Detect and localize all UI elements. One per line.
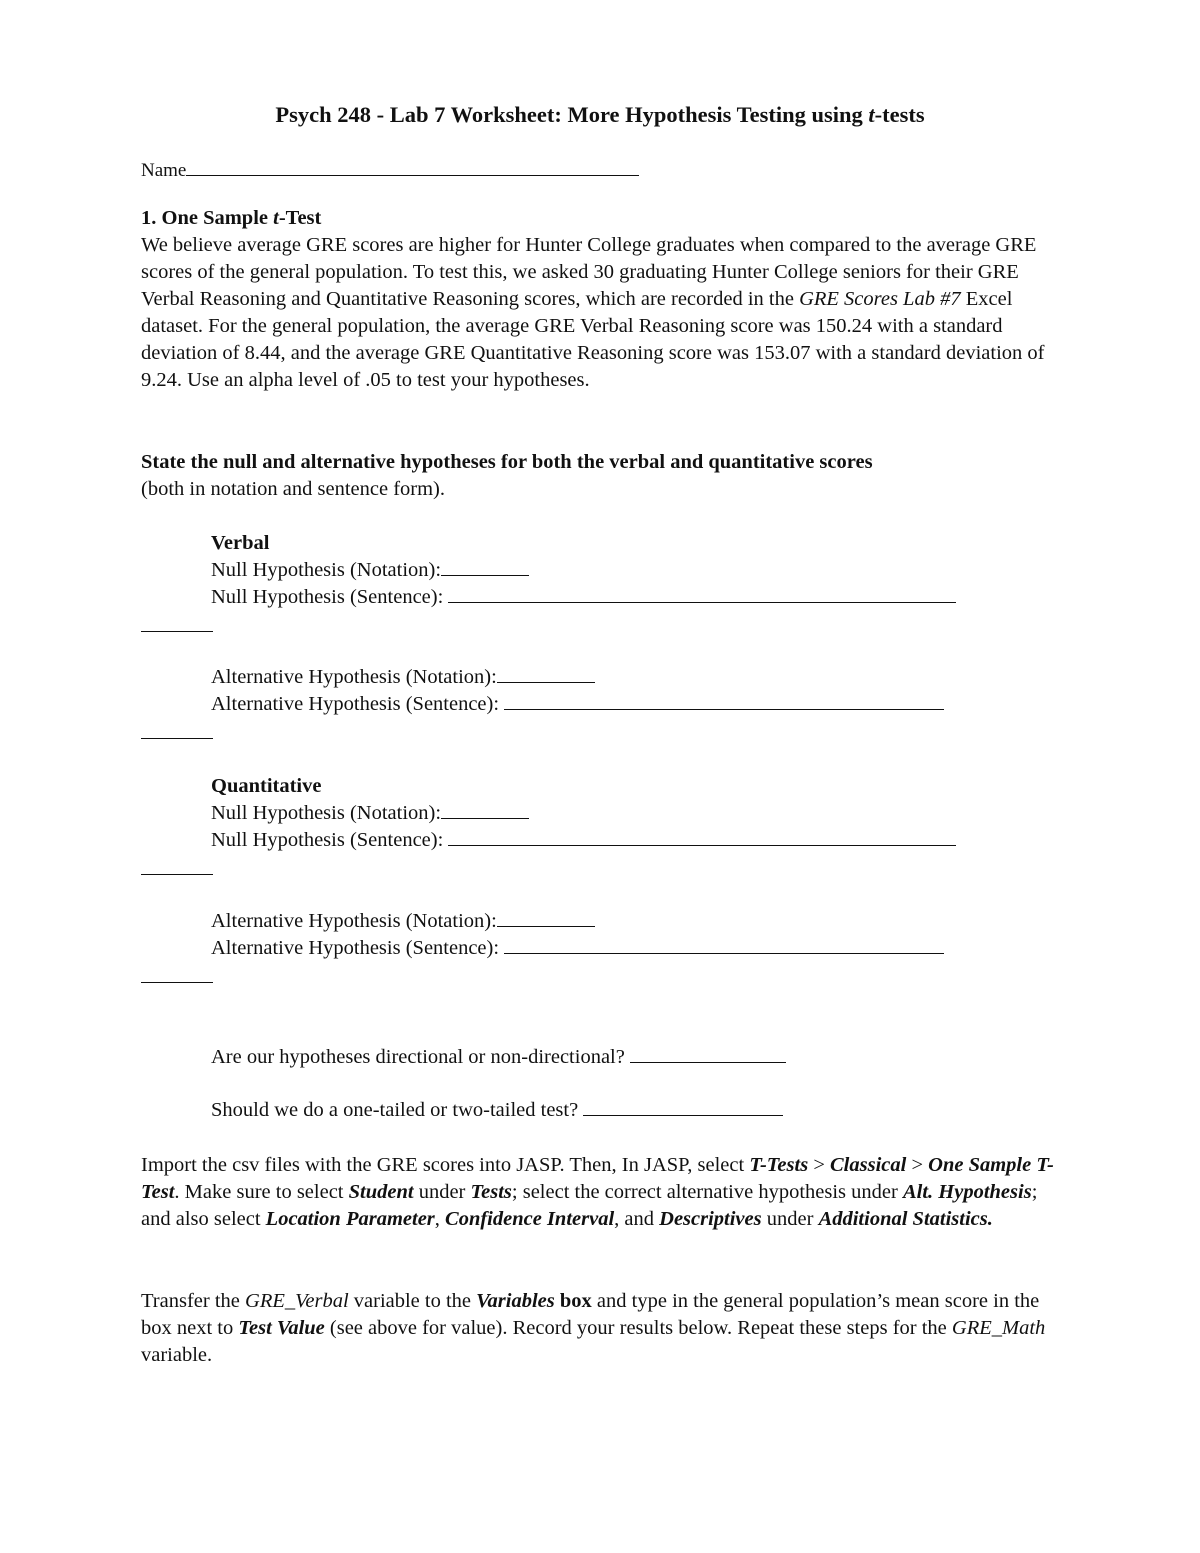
quant-alt-sentence-continuation[interactable] (141, 964, 213, 983)
quant-null-sentence: Null Hypothesis (Sentence): (211, 827, 956, 854)
quant-alt-notation-blank[interactable] (497, 908, 595, 927)
quantitative-heading: Quantitative (211, 775, 322, 797)
verbal-alt-sentence-blank[interactable] (504, 691, 944, 710)
verbal-null-sentence-continuation[interactable] (141, 613, 213, 632)
page-title: Psych 248 - Lab 7 Worksheet: More Hypothesis Testing using t-tests (275, 102, 925, 127)
quant-alt-notation: Alternative Hypothesis (Notation): (211, 908, 595, 935)
verbal-null-sentence-blank[interactable] (448, 584, 956, 603)
quant-null-sentence-continuation[interactable] (141, 856, 213, 875)
directional-answer-blank[interactable] (630, 1044, 786, 1063)
verbal-alt-notation-blank[interactable] (497, 664, 595, 683)
verbal-null-notation: Null Hypothesis (Notation): (211, 557, 529, 584)
quant-null-notation: Null Hypothesis (Notation): (211, 800, 529, 827)
verbal-alt-sentence-continuation[interactable] (141, 720, 213, 739)
quant-null-sentence-blank[interactable] (448, 827, 956, 846)
transfer-instructions: Transfer the GRE_Verbal variable to the Variables box and type in the general population’s mean score in the box next to Test Value (see above for value). Record your results below. Repeat these steps for the GRE_Math variable. (141, 1290, 1046, 1366)
question-tailed: Should we do a one-tailed or two-tailed test? (211, 1097, 783, 1124)
import-instructions: Import the csv files with the GRE scores into JASP. Then, In JASP, select T-Tests > Classical > One Sample T-Test. Make sure to select Student under Tests; select the correct alternative hypothesis under Alt. Hypothesis; and also select Location Parameter, Confidence Interval, and Descriptives under Additional Statistics. (141, 1154, 1054, 1230)
verbal-heading: Verbal (211, 532, 270, 554)
verbal-null-notation-blank[interactable] (441, 557, 529, 576)
tailed-answer-blank[interactable] (583, 1097, 783, 1116)
state-instruction: State the null and alternative hypotheses for both the verbal and quantitative scores (both in notation and sentence form). (141, 451, 873, 500)
name-field[interactable]: Name (141, 157, 639, 184)
quant-alt-sentence: Alternative Hypothesis (Sentence): (211, 935, 944, 962)
verbal-null-sentence: Null Hypothesis (Sentence): (211, 584, 956, 611)
quant-null-notation-blank[interactable] (441, 800, 529, 819)
question-directional: Are our hypotheses directional or non-directional? (211, 1044, 786, 1071)
section-heading: 1. One Sample t-Test (141, 207, 322, 229)
quant-alt-sentence-blank[interactable] (504, 935, 944, 954)
name-blank[interactable] (186, 157, 639, 176)
intro-paragraph: We believe average GRE scores are higher for Hunter College graduates when compared to the average GRE scores of the general population. To test this, we asked 30 graduating Hunter College seniors for their GRE Verbal Reasoning and Quantitative Reasoning scores, which are recorded in the GRE Scores Lab #7 Excel dataset. For the general population, the average GRE Verbal Reasoning score was 150.24 with a standard deviation of 8.44, and the average GRE Quantitative Reasoning score was 153.07 with a standard deviation of 9.24. Use an alpha level of .05 to test your hypotheses. (141, 234, 1045, 391)
verbal-alt-notation: Alternative Hypothesis (Notation): (211, 664, 595, 691)
verbal-alt-sentence: Alternative Hypothesis (Sentence): (211, 691, 944, 718)
